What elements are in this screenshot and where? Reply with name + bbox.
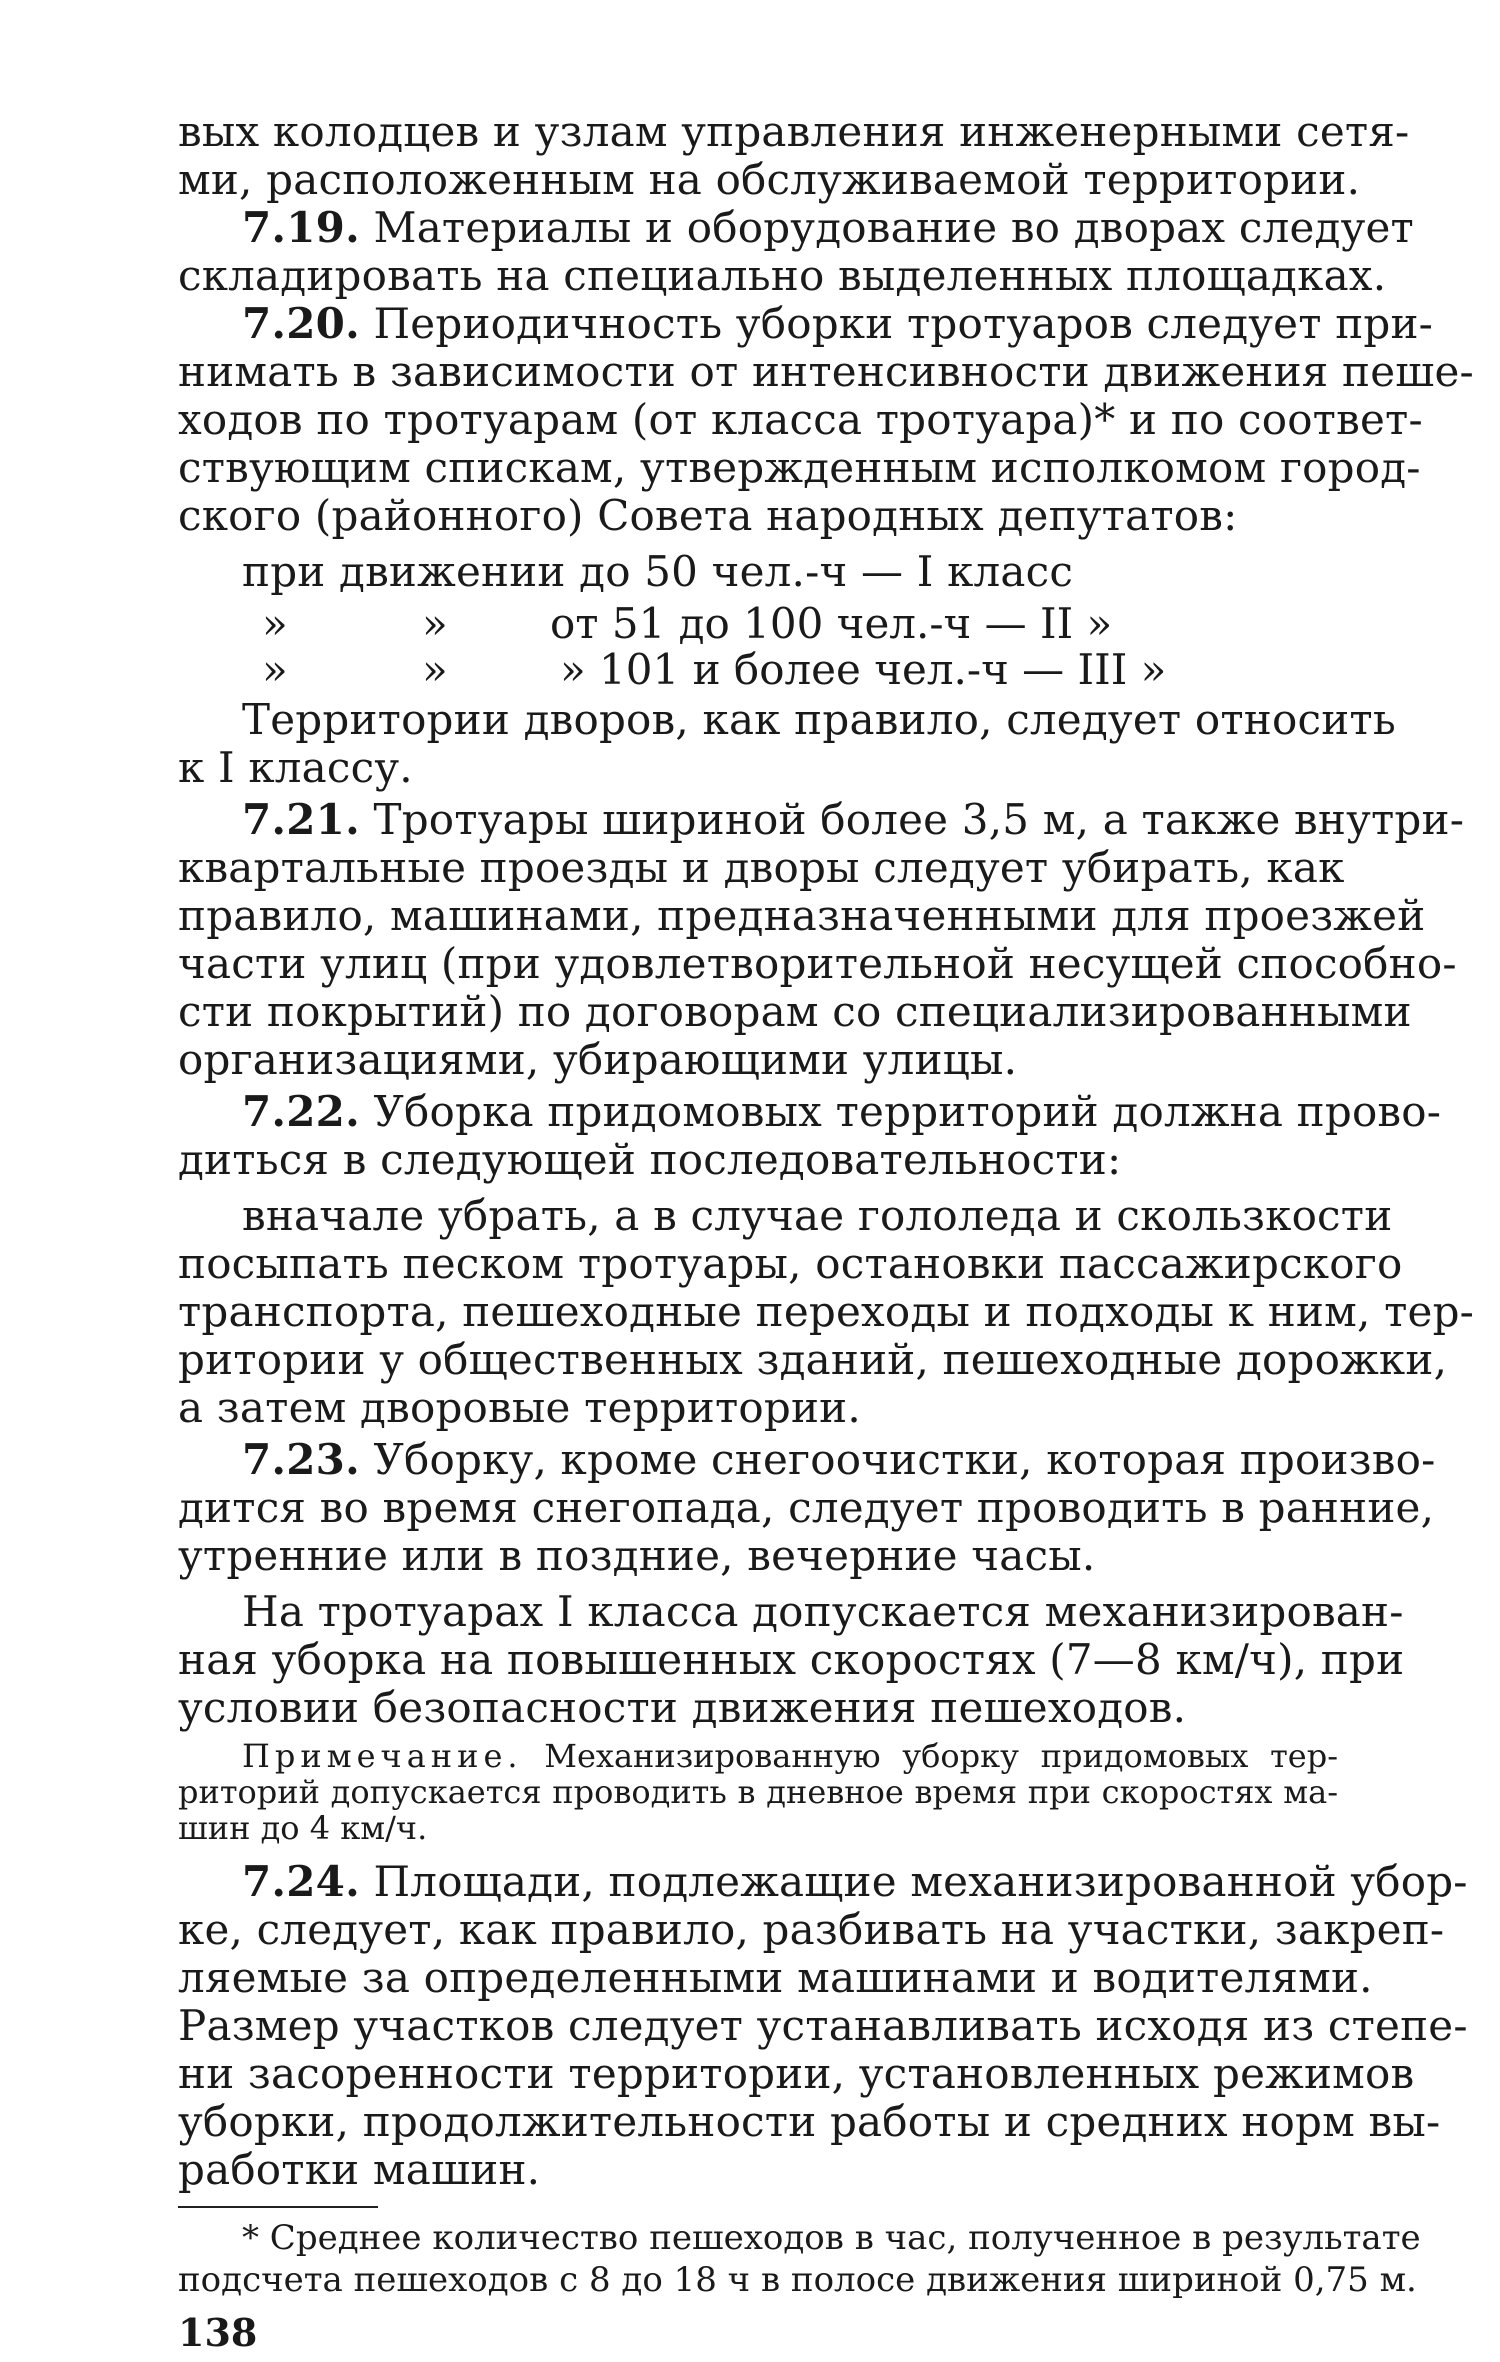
paragraph-7-21 <box>242 795 1465 844</box>
text-line: транспорта, пешеходные переходы и подходы к ним, тер- <box>178 1287 1475 1336</box>
note-text: риторий допускается проводить в дневное время при скоростях ма- <box>178 1773 1338 1811</box>
text-line: к I классу. <box>178 743 413 792</box>
text-line: ритории у общественных зданий, пешеходные дорожки, <box>178 1335 1448 1384</box>
paragraph-7-20 <box>242 299 1434 348</box>
text-line: ляемые за определенными машинами и водителями. <box>178 1953 1373 2002</box>
section-number: 7.24. <box>242 1857 360 1906</box>
text-line: организациями, убирающими улицы. <box>178 1035 1018 1084</box>
text-line: вначале убрать, а в случае гололеда и скользкости <box>242 1191 1393 1240</box>
text-line: вых колодцев и узлам управления инженерными сетя- <box>178 107 1410 156</box>
text-line: Тротуары шириной более 3,5 м, а также внутри- <box>373 795 1465 844</box>
text-line: Периодичность уборки тротуаров следует при- <box>373 299 1434 348</box>
note-label: Примечание. <box>242 1737 523 1775</box>
text-line: работки машин. <box>178 2145 541 2194</box>
class-row-2: от 51 до 100 чел.-ч — II » <box>550 599 1113 648</box>
ditto-mark: » <box>262 599 288 648</box>
text-line: Площади, подлежащие механизированной убор- <box>373 1857 1468 1906</box>
footnote-text: подсчета пешеходов с 8 до 18 ч в полосе движения шириной 0,75 м. <box>178 2260 1417 2300</box>
text-line: ствующим спискам, утвержденным исполкомом город- <box>178 443 1421 492</box>
text-line: квартальные проезды и дворы следует убирать, как <box>178 843 1345 892</box>
class-row-1: при движении до 50 чел.-ч — I класс <box>242 547 1074 596</box>
text-line: сти покрытий) по договорам со специализированными <box>178 987 1412 1036</box>
text-line: посыпать песком тротуары, остановки пассажирского <box>178 1239 1403 1288</box>
paragraph-7-23 <box>242 1435 1436 1484</box>
text-line: ке, следует, как правило, разбивать на участки, закреп- <box>178 1905 1445 1954</box>
ditto-mark: » <box>262 645 288 694</box>
text-line: Размер участков следует устанавливать исходя из степе- <box>178 2001 1468 2050</box>
text-line: правило, машинами, предназначенными для проезжей <box>178 891 1426 940</box>
text-line: Материалы и оборудование во дворах следует <box>373 203 1414 252</box>
text-line: дится во время снегопада, следует проводить в ранние, <box>178 1483 1435 1532</box>
ditto-mark: » <box>422 645 448 694</box>
ditto-mark: » <box>422 599 448 648</box>
text-line: Территории дворов, как правило, следует относить <box>242 695 1396 744</box>
paragraph-7-19 <box>242 203 1414 252</box>
section-number: 7.21. <box>242 795 360 844</box>
note <box>242 1738 1338 1774</box>
text-line: Уборка придомовых территорий должна прово- <box>373 1087 1442 1136</box>
text-line: ни засоренности территории, установленных режимов <box>178 2049 1415 2098</box>
paragraph-7-22 <box>242 1087 1442 1136</box>
text-line: диться в следующей последовательности: <box>178 1135 1122 1184</box>
section-number: 7.19. <box>242 203 360 252</box>
text-line: Уборку, кроме снегоочистки, которая произво- <box>373 1435 1436 1484</box>
note-text: шин до 4 км/ч. <box>178 1809 428 1847</box>
paragraph-7-24 <box>242 1857 1468 1906</box>
text-line: ми, расположенным на обслуживаемой территории. <box>178 155 1361 204</box>
section-number: 7.22. <box>242 1087 360 1136</box>
text-line: части улиц (при удовлетворительной несущей способно- <box>178 939 1457 988</box>
text-line: нимать в зависимости от интенсивности движения пеше- <box>178 347 1474 396</box>
page-number: 138 <box>178 2310 258 2355</box>
text-line: ского (районного) Совета народных депутатов: <box>178 491 1238 540</box>
footnote-divider <box>178 2206 378 2208</box>
note-text: Механизированную уборку придомовых тер- <box>544 1737 1339 1775</box>
text-line: ная уборка на повышенных скоростях (7—8 км/ч), при <box>178 1635 1405 1684</box>
text-line: уборки, продолжительности работы и средних норм вы- <box>178 2097 1441 2146</box>
text-line: На тротуарах I класса допускается механизирован- <box>242 1587 1404 1636</box>
text-line: а затем дворовые территории. <box>178 1383 861 1432</box>
text-line: утренние или в поздние, вечерние часы. <box>178 1531 1096 1580</box>
text-line: ходов по тротуарам (от класса тротуара)* и по соответ- <box>178 395 1423 444</box>
footnote-text: * Среднее количество пешеходов в час, полученное в результате <box>242 2218 1421 2258</box>
section-number: 7.20. <box>242 299 360 348</box>
section-number: 7.23. <box>242 1435 360 1484</box>
class-row-3: » 101 и более чел.-ч — III » <box>560 645 1167 694</box>
text-line: складировать на специально выделенных площадках. <box>178 251 1387 300</box>
text-line: условии безопасности движения пешеходов. <box>178 1683 1187 1732</box>
